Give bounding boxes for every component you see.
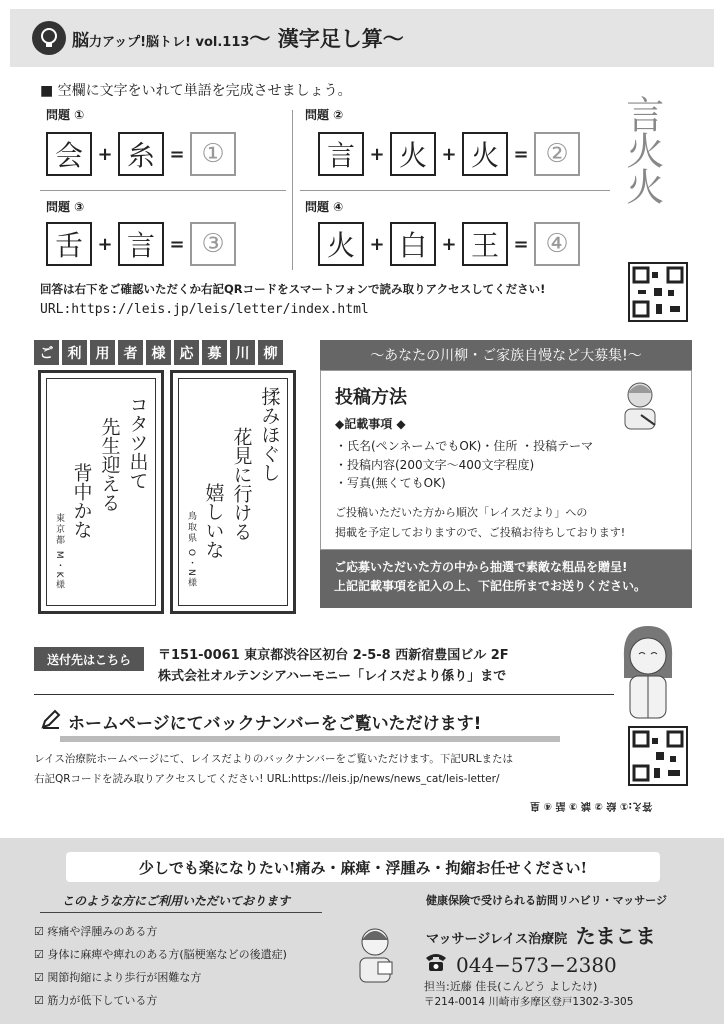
lightbulb-brain-icon xyxy=(32,21,66,55)
header-banner xyxy=(10,9,714,67)
list-item: ☑ 疼痛や浮腫みのある方 xyxy=(34,925,158,938)
phone-number[interactable]: 044−573−2380 xyxy=(424,952,617,977)
list-item: ☑ 関節拘縮により歩行が困難な方 xyxy=(34,971,202,984)
footer-list xyxy=(34,920,287,1012)
divider xyxy=(34,694,614,695)
list-item: ☑ 筋力が低下している方 xyxy=(34,994,158,1007)
letter-url-link[interactable]: URL:https://leis.jp/leis/letter/index.html xyxy=(40,302,369,317)
kanji-box: 言 xyxy=(118,222,164,266)
send-to-label: 送付先はこちら xyxy=(34,647,144,671)
senryu-author: 鳥取県 O・N様 xyxy=(186,511,196,589)
homepage-body: レイス治療院ホームページにて、レイスだよりのバックナンバーをご覧いただけます。下記URLまたは 右記QRコードを読み取りアクセスしてください! URL:https://leis.jp/news/news_cat/leis-letter/ xyxy=(34,753,514,785)
problem-1-label: 問題 ① xyxy=(46,108,85,122)
heading-underline xyxy=(60,736,560,742)
footer-list-title: このような方にご利用いただいております xyxy=(62,894,291,908)
problem-2-row: 言 + 火 + 火 = ② xyxy=(318,132,580,176)
homepage-heading: ホームページにてバックナンバーをご覧いただけます! xyxy=(40,708,481,735)
pencil-icon xyxy=(40,708,62,735)
senryu-card-1: コタツ出て 先生迎える 背中かな 東京都 M・K様 xyxy=(38,370,164,614)
problem-2-label: 問題 ② xyxy=(305,108,344,122)
kanji-box: 会 xyxy=(46,132,92,176)
send-address: 〒151-0061 東京都渋谷区初台 2-5-8 西新宿豊国ビル 2F 株式会社オルテンシアハーモニー「レイスだより係り」まで xyxy=(158,648,509,685)
divider xyxy=(292,110,293,270)
recruit-footer: ご応募いただいた方の中から抽選で素敵な粗品を贈呈! 上記記載事項を記入の上、下記住所までお送りください。 xyxy=(320,550,692,608)
divider xyxy=(40,190,286,191)
kanji-box: 火 xyxy=(318,222,364,266)
page-title: 脳力アップ!脳トレ! vol.113〜 漢字足し算〜 xyxy=(72,27,404,51)
problem-3-label: 問題 ③ xyxy=(46,200,85,214)
telephone-icon xyxy=(424,952,448,977)
footer-banner: 少しでも楽になりたい!痛み・麻痺・浮腫み・拘縮お任せください! xyxy=(66,852,660,882)
recruit-title: 投稿方法 xyxy=(335,387,407,408)
divider xyxy=(40,912,322,913)
calligraphy-decoration: 言火火 xyxy=(619,95,664,203)
answer-box: ③ xyxy=(190,222,236,266)
qr-code-icon[interactable] xyxy=(628,262,688,322)
writing-woman-illustration xyxy=(611,375,669,433)
senryu-heading: ご 利 用 者 様 応 募 川 柳 xyxy=(34,340,283,365)
problem-1-row: 会 + 糸 = ① xyxy=(46,132,236,176)
recruit-body: ご投稿いただいた方から順次「レイスだより」への 掲載を予定しておりますので、ご投稿お待ちしております! xyxy=(335,506,626,539)
list-item: ☑ 身体に麻痺や痺れのある方(脳梗塞などの後遺症) xyxy=(34,948,287,961)
service-text: 健康保険で受けられる訪問リハビリ・マッサージ xyxy=(426,894,668,907)
woman-bowing-illustration xyxy=(612,618,684,722)
instruction-text: ■ 空欄に文字をいれて単語を完成させましょう。 xyxy=(40,83,352,99)
problem-4-label: 問題 ④ xyxy=(305,200,344,214)
kanji-box: 王 xyxy=(462,222,508,266)
senryu-author: 東京都 M・K様 xyxy=(54,513,64,591)
problem-3-row: 舌 + 言 = ③ xyxy=(46,222,236,266)
clinic-name: マッサージレイス治療院 たまこま xyxy=(426,924,656,948)
answer-box: ② xyxy=(534,132,580,176)
kanji-box: 白 xyxy=(390,222,436,266)
senryu-card-2: 揉みほぐし 花見に行ける 嬉しいな 鳥取県 O・N様 xyxy=(170,370,296,614)
kanji-box: 火 xyxy=(462,132,508,176)
problem-4-row: 火 + 白 + 王 = ④ xyxy=(318,222,580,266)
recruit-box xyxy=(320,370,692,550)
kanji-box: 舌 xyxy=(46,222,92,266)
recruit-items: ・氏名(ペンネームでもOK)・住所 ・投稿テーマ ・投稿内容(200文字〜400文字程度) ・写真(無くてもOK) xyxy=(335,439,594,491)
recruit-subtitle: ◆記載事項 ◆ xyxy=(335,417,406,431)
answer-box: ① xyxy=(190,132,236,176)
answer-box: ④ xyxy=(534,222,580,266)
answers-upside-down: 答え:① 絵 ② 談 ③ 話 ④ 皇 xyxy=(530,800,653,811)
recruit-heading: 〜あなたの川柳・ご家族自慢など大募集!〜 xyxy=(320,340,692,370)
kanji-box: 火 xyxy=(390,132,436,176)
clinic-address: 〒214-0014 川崎市多摩区登戸1302-3-305 xyxy=(424,996,634,1008)
kanji-box: 糸 xyxy=(118,132,164,176)
staff-text: 担当:近藤 佳長(こんどう よしたけ) xyxy=(424,980,598,993)
kanji-box: 言 xyxy=(318,132,364,176)
answer-note: 回答は右下をご確認いただくか右記QRコードをスマートフォンで読み取りアクセスしてください! xyxy=(40,282,546,296)
divider xyxy=(300,190,610,191)
therapist-illustration xyxy=(350,922,400,984)
qr-code-icon[interactable] xyxy=(628,726,688,786)
